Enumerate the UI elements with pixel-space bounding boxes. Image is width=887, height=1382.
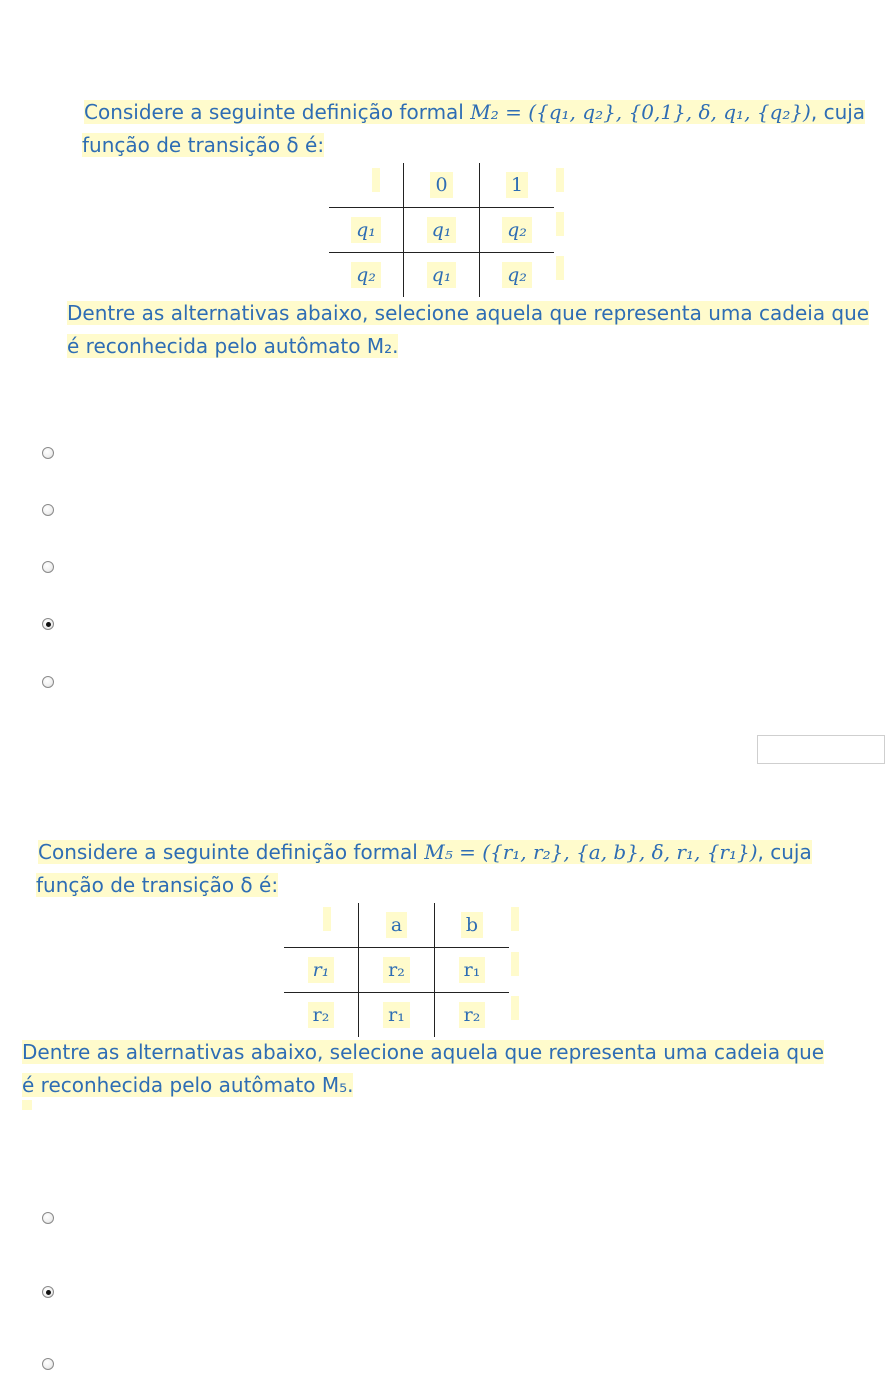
q1-option-2-radio[interactable] [42,504,54,516]
q2-option-3-radio[interactable] [42,1358,54,1370]
q1-prompt-line2: é reconhecida pelo autômato M₂. [67,334,399,358]
q1-formal-definition: M₂ = ({q₁, q₂}, {0,1}, δ, q₁, {q₂}) [470,100,811,124]
highlight-marker [511,996,519,1020]
table-cell: r₁ [284,948,359,993]
q1-option-3-radio[interactable] [42,561,54,573]
table-cell: q₁ [404,253,480,298]
table-cell: q₂ [480,208,555,253]
table-cell: r₁ [435,948,510,993]
table-cell: r₂ [359,948,435,993]
input-box[interactable] [757,735,885,764]
q1-option-1-radio[interactable] [42,447,54,459]
q1-table-row [329,253,554,298]
q2-option-2-radio[interactable] [42,1286,54,1298]
table-cell: 0 [404,163,480,208]
q1-table-header-row [329,163,554,208]
table-cell: b [435,903,510,948]
table-cell: q₂ [329,253,404,298]
q1-prompt-line1: Dentre as alternativas abaixo, selecione aquela que representa uma cadeia que [67,301,870,325]
q2-table-header-row [284,903,509,948]
q2-formal-definition: M₅ = ({r₁, r₂}, {a, b}, δ, r₁, {r₁}) [424,840,758,864]
table-cell: 1 [480,163,555,208]
highlight-marker [511,952,519,976]
highlight-marker [556,168,564,192]
q2-transition-table [284,903,509,1037]
table-cell: r₁ [359,993,435,1038]
table-cell [284,903,359,948]
table-cell [329,163,404,208]
q1-transition-caption: função de transição δ é: [82,133,325,157]
q2-prompt-line2: é reconhecida pelo autômato M₅. [22,1073,354,1097]
highlight-marker [511,907,519,931]
q2-table-row [284,948,509,993]
highlight-marker [556,256,564,280]
table-cell: r₂ [284,993,359,1038]
q1-intro-line: Considere a seguinte definição formal M₂ = ({q₁, q₂}, {0,1}, δ, q₁, {q₂}), cuja [84,100,866,124]
q2-prompt-line1: Dentre as alternativas abaixo, selecione aquela que representa uma cadeia que [22,1040,825,1064]
table-cell: r₂ [435,993,510,1038]
highlight-marker [323,907,331,931]
highlight-marker [372,168,380,192]
q1-option-4-radio[interactable] [42,618,54,630]
q1-table-row [329,208,554,253]
highlight-marker [556,212,564,236]
table-cell: q₁ [329,208,404,253]
q1-option-5-radio[interactable] [42,676,54,688]
table-cell: a [359,903,435,948]
q1-transition-table [329,163,554,297]
q2-intro-line: Considere a seguinte definição formal M₅ = ({r₁, r₂}, {a, b}, δ, r₁, {r₁}), cuja [38,840,812,864]
q2-transition-caption: função de transição δ é: [36,873,279,897]
q2-option-1-radio[interactable] [42,1212,54,1224]
highlight-marker [22,1100,32,1110]
q2-table-row [284,993,509,1038]
table-cell: q₂ [480,253,555,298]
table-cell: q₁ [404,208,480,253]
